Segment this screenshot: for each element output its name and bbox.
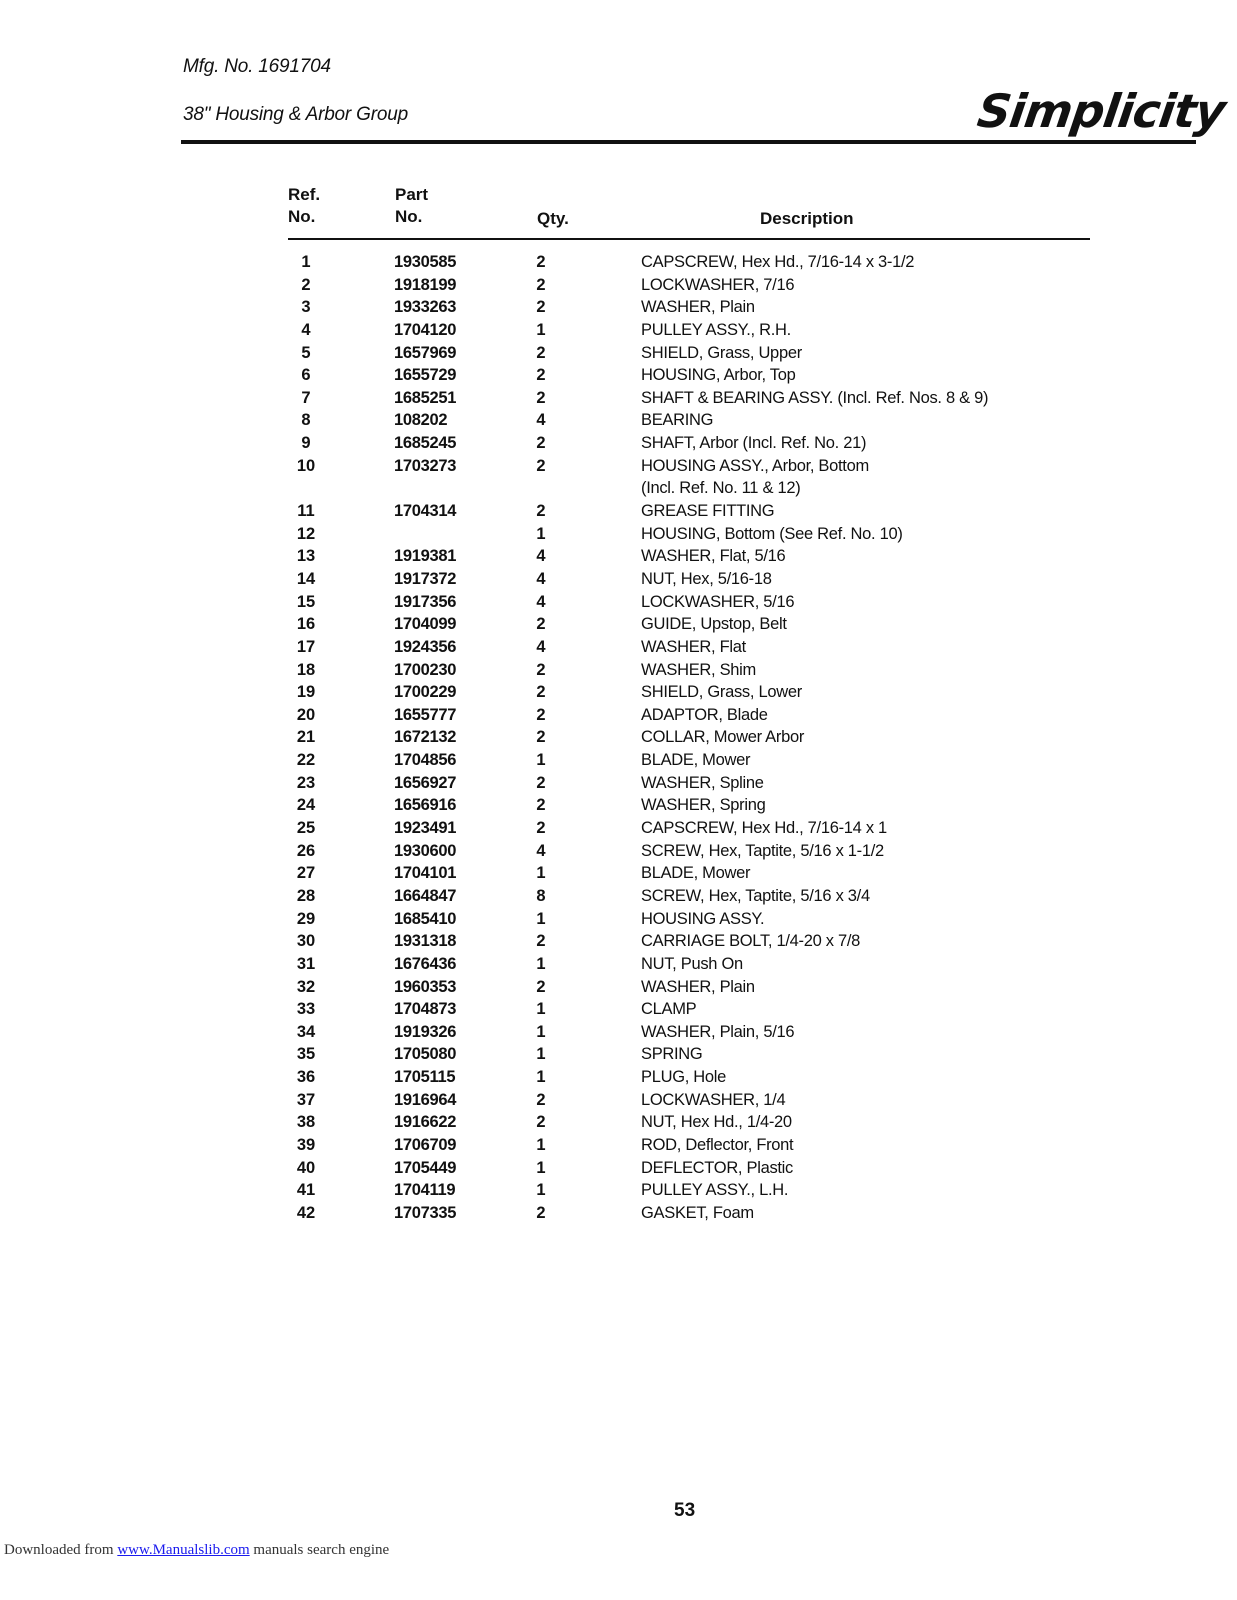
table-row	[0, 1089, 1237, 1112]
description-cell: WASHER, Spring	[641, 796, 766, 815]
qty-cell: 2	[536, 705, 546, 724]
table-row	[0, 432, 1237, 455]
description-header: Description	[760, 209, 854, 228]
part-number-cell: 1704120	[394, 320, 457, 339]
ref-cell: 4	[301, 320, 311, 339]
header-rule	[181, 140, 1196, 144]
description-cell: HOUSING ASSY., Arbor, Bottom (Incl. Ref. No. 11 & 12)	[641, 456, 869, 498]
ref-cell: 36	[296, 1068, 316, 1087]
table-row	[0, 1179, 1237, 1202]
description-cell: GREASE FITTING	[641, 502, 775, 521]
qty-cell: 1	[536, 1045, 546, 1064]
part-number-cell: 1930600	[394, 841, 457, 860]
description-cell: PULLEY ASSY., L.H.	[641, 1181, 789, 1200]
qty-cell: 2	[536, 343, 546, 362]
part-number-cell: 1923491	[394, 819, 457, 838]
part-number-cell: 1705080	[394, 1045, 457, 1064]
description-cell: WASHER, Spline	[641, 773, 764, 792]
table-row	[0, 274, 1237, 297]
part-number-cell: 108202	[394, 411, 448, 430]
ref-cell: 2	[301, 275, 311, 294]
table-row	[0, 862, 1237, 885]
ref-cell: 13	[296, 547, 316, 566]
table-row	[0, 817, 1237, 840]
table-row	[0, 1021, 1237, 1044]
qty-cell: 2	[536, 683, 546, 702]
description-cell: GUIDE, Upstop, Belt	[641, 615, 787, 634]
ref-cell: 35	[296, 1045, 316, 1064]
part-number-cell: 1931318	[394, 932, 457, 951]
part-header-line2: No.	[395, 207, 423, 226]
table-row	[0, 1202, 1237, 1225]
description-cell: DEFLECTOR, Plastic	[641, 1158, 793, 1177]
part-number-cell: 1706709	[394, 1136, 457, 1154]
part-header-line1: Part	[395, 185, 429, 204]
part-number-cell: 1705115	[394, 1068, 456, 1087]
ref-cell: 19	[296, 683, 316, 702]
qty-cell: 2	[536, 1203, 546, 1222]
table-row	[0, 613, 1237, 636]
ref-cell: 7	[301, 388, 311, 407]
qty-cell: 1	[536, 1181, 546, 1200]
description-cell: BEARING	[641, 411, 714, 430]
qty-cell: 2	[536, 366, 546, 385]
ref-cell: 31	[296, 954, 316, 973]
part-number-cell: 1700230	[394, 660, 457, 679]
table-row	[0, 568, 1237, 591]
ref-cell: 11	[297, 502, 315, 521]
description-cell: NUT, Hex Hd., 1/4-20	[641, 1113, 792, 1132]
qty-cell: 2	[536, 253, 546, 271]
ref-cell: 14	[296, 569, 316, 588]
part-number-cell: 1704099	[394, 615, 457, 634]
description-cell: CARRIAGE BOLT, 1/4-20 x 7/8	[641, 932, 861, 951]
description-cell: SHIELD, Grass, Lower	[641, 683, 802, 702]
description-cell: HOUSING, Arbor, Top	[641, 366, 796, 385]
table-row	[0, 545, 1237, 568]
qty-cell: 1	[536, 1000, 546, 1019]
description-cell: PULLEY ASSY., R.H.	[641, 320, 791, 339]
qty-cell: 2	[536, 728, 546, 747]
table-row	[0, 840, 1237, 863]
ref-cell: 3	[301, 298, 311, 317]
ref-cell: 15	[296, 592, 316, 611]
table-row	[0, 998, 1237, 1021]
qty-cell: 1	[536, 751, 546, 770]
qty-cell: 2	[536, 796, 546, 815]
part-number-cell: 1917372	[394, 569, 457, 588]
description-cell: ADAPTOR, Blade	[641, 705, 768, 724]
table-row	[0, 1111, 1237, 1134]
description-cell: NUT, Hex, 5/16-18	[641, 569, 772, 588]
qty-cell: 2	[536, 977, 546, 996]
description-cell: SPRING	[641, 1045, 703, 1064]
ref-cell: 9	[301, 434, 311, 453]
ref-cell: 39	[296, 1136, 316, 1154]
qty-cell: 2	[536, 1090, 546, 1109]
ref-cell: 8	[301, 411, 311, 430]
description-cell: GASKET, Foam	[641, 1203, 754, 1222]
qty-cell: 4	[536, 841, 546, 860]
qty-cell: 4	[536, 547, 546, 566]
part-number-cell: 1657969	[394, 343, 457, 362]
qty-cell: 1	[536, 954, 546, 973]
part-number-cell: 1664847	[394, 886, 457, 905]
qty-cell: 2	[536, 932, 546, 951]
qty-cell: 2	[536, 615, 546, 634]
qty-cell: 2	[536, 819, 546, 838]
description-cell: NUT, Push On	[641, 954, 743, 973]
ref-cell: 22	[296, 751, 316, 770]
table-row	[0, 523, 1237, 546]
ref-cell: 27	[296, 864, 316, 883]
part-number-cell: 1930585	[394, 253, 457, 271]
table-row	[0, 296, 1237, 319]
table-row	[0, 930, 1237, 953]
table-row	[0, 636, 1237, 659]
ref-cell: 28	[296, 886, 316, 905]
description-cell: WASHER, Plain, 5/16	[641, 1022, 795, 1041]
ref-cell: 33	[296, 1000, 316, 1019]
ref-cell: 1	[301, 253, 311, 271]
description-cell: SCREW, Hex, Taptite, 5/16 x 1-1/2	[641, 841, 884, 860]
ref-cell: 29	[296, 909, 316, 928]
table-row	[0, 500, 1237, 523]
part-number-cell: 1704119	[394, 1181, 456, 1200]
qty-cell: 2	[536, 773, 546, 792]
part-number-cell: 1919381	[394, 547, 457, 566]
part-number-cell: 1700229	[394, 683, 457, 702]
ref-header-line1: Ref.	[288, 185, 321, 204]
description-cell: COLLAR, Mower Arbor	[641, 728, 805, 747]
qty-cell: 1	[536, 320, 546, 339]
footer-suffix: manuals search engine	[249, 1542, 390, 1558]
description-cell: SHIELD, Grass, Upper	[641, 343, 802, 362]
part-number-cell: 1933263	[394, 298, 457, 317]
qty-cell: 2	[536, 275, 546, 294]
qty-cell: 1	[536, 1158, 546, 1177]
table-row	[0, 364, 1237, 387]
table-row	[0, 409, 1237, 432]
part-number-cell: 1924356	[394, 637, 457, 656]
footer-prefix: Downloaded from	[4, 1542, 118, 1558]
description-cell: SHAFT & BEARING ASSY. (Incl. Ref. Nos. 8 & 9)	[641, 388, 989, 407]
description-cell: LOCKWASHER, 5/16	[641, 592, 795, 611]
qty-cell: 4	[536, 411, 546, 430]
qty-cell: 1	[536, 524, 546, 543]
part-number-cell: 1656916	[394, 796, 457, 815]
ref-cell: 26	[296, 841, 316, 860]
table-row	[0, 1157, 1237, 1180]
table-row	[0, 659, 1237, 682]
mfg-number: Mfg. No. 1691704	[183, 56, 331, 77]
table-row	[0, 681, 1237, 704]
part-number-cell: 1705449	[394, 1158, 457, 1177]
qty-cell: 2	[536, 502, 546, 521]
part-number-cell: 1960353	[394, 977, 457, 996]
table-row	[0, 251, 1237, 274]
part-number-cell: 1655729	[394, 366, 457, 385]
part-number-cell: 1916622	[394, 1113, 457, 1132]
ref-cell: 6	[301, 366, 311, 385]
part-number-cell: 1656927	[394, 773, 457, 792]
description-cell: BLADE, Mower	[641, 864, 751, 883]
qty-cell: 2	[536, 660, 546, 679]
qty-cell: 2	[536, 1113, 546, 1132]
part-number-cell: 1685251	[394, 388, 457, 407]
table-row	[0, 726, 1237, 749]
qty-cell: 4	[536, 637, 546, 656]
table-row	[0, 885, 1237, 908]
part-header	[395, 184, 428, 228]
part-number-cell: 1685410	[394, 909, 457, 928]
ref-cell: 38	[296, 1113, 316, 1132]
ref-cell: 30	[296, 932, 316, 951]
part-number-cell: 1704873	[394, 1000, 457, 1019]
description-cell: WASHER, Plain	[641, 977, 755, 996]
table-row	[0, 749, 1237, 772]
ref-cell: 18	[296, 660, 316, 679]
ref-cell: 42	[296, 1203, 316, 1222]
description-cell: LOCKWASHER, 1/4	[641, 1090, 786, 1109]
part-number-cell: 1676436	[394, 954, 457, 973]
ref-cell: 34	[296, 1022, 316, 1041]
description-cell: WASHER, Flat	[641, 637, 746, 656]
qty-cell: 8	[536, 886, 546, 905]
table-row	[0, 1043, 1237, 1066]
part-number-cell: 1655777	[394, 705, 457, 724]
qty-cell: 1	[536, 1068, 546, 1087]
table-row	[0, 1134, 1237, 1157]
qty-cell: 2	[536, 388, 546, 407]
qty-cell: 4	[536, 592, 546, 611]
ref-cell: 32	[296, 977, 316, 996]
qty-cell: 2	[536, 456, 546, 475]
description-cell: SHAFT, Arbor (Incl. Ref. No. 21)	[641, 434, 867, 453]
ref-cell: 23	[296, 773, 316, 792]
ref-cell: 20	[296, 705, 316, 724]
qty-cell: 2	[536, 298, 546, 317]
brand-logo: Simplicity	[974, 84, 1229, 138]
description-cell: CLAMP	[641, 1000, 697, 1019]
table-row	[0, 772, 1237, 795]
footer	[4, 1542, 389, 1559]
column-header-rule	[288, 238, 1090, 240]
table-row	[0, 387, 1237, 410]
part-number-cell: 1685245	[394, 434, 457, 453]
ref-cell: 24	[296, 796, 316, 815]
ref-cell: 16	[296, 615, 316, 634]
table-row	[0, 953, 1237, 976]
description-cell: SCREW, Hex, Taptite, 5/16 x 3/4	[641, 886, 870, 905]
table-row	[0, 455, 1237, 500]
description-cell: WASHER, Plain	[641, 298, 755, 317]
manualslib-link[interactable]: www.Manualslib.com	[117, 1542, 250, 1558]
description-cell: CAPSCREW, Hex Hd., 7/16-14 x 3-1/2	[641, 253, 915, 271]
qty-cell: 1	[536, 909, 546, 928]
part-number-cell: 1919326	[394, 1022, 457, 1041]
table-row	[0, 319, 1237, 342]
table-row	[0, 794, 1237, 817]
qty-header: Qty.	[537, 209, 569, 228]
qty-cell: 1	[536, 1022, 546, 1041]
description-cell: CAPSCREW, Hex Hd., 7/16-14 x 1	[641, 819, 887, 838]
table-row	[0, 342, 1237, 365]
qty-cell: 1	[536, 864, 546, 883]
part-number-cell: 1917356	[394, 592, 457, 611]
description-cell: ROD, Deflector, Front	[641, 1136, 794, 1154]
part-number-cell: 1703273	[394, 456, 457, 475]
table-row	[0, 591, 1237, 614]
ref-cell: 21	[296, 728, 316, 747]
part-number-cell: 1916964	[394, 1090, 457, 1109]
description-cell: WASHER, Shim	[641, 660, 756, 679]
ref-header-line2: No.	[288, 207, 316, 226]
part-number-cell: 1704101	[394, 864, 457, 883]
table-row	[0, 704, 1237, 727]
description-cell: BLADE, Mower	[641, 751, 751, 770]
description-cell: HOUSING ASSY.	[641, 909, 765, 928]
ref-header	[288, 184, 320, 228]
part-number-cell: 1918199	[394, 275, 457, 294]
parts-list	[0, 251, 1237, 1225]
ref-cell: 37	[296, 1090, 316, 1109]
ref-cell: 41	[296, 1181, 316, 1200]
description-cell: PLUG, Hole	[641, 1068, 727, 1087]
ref-cell: 25	[296, 819, 316, 838]
qty-cell: 2	[536, 434, 546, 453]
table-row	[0, 1066, 1237, 1089]
group-title: 38" Housing & Arbor Group	[183, 104, 408, 125]
ref-cell: 12	[296, 524, 316, 543]
description-cell: HOUSING, Bottom (See Ref. No. 10)	[641, 524, 903, 543]
part-number-cell: 1704856	[394, 751, 457, 770]
ref-cell: 40	[296, 1158, 316, 1177]
description-cell: LOCKWASHER, 7/16	[641, 275, 795, 294]
table-row	[0, 976, 1237, 999]
part-number-cell: 1707335	[394, 1203, 457, 1222]
ref-cell: 5	[301, 343, 311, 362]
qty-cell: 1	[536, 1136, 546, 1154]
page-number: 53	[674, 1500, 696, 1521]
part-number-cell: 1704314	[394, 502, 457, 521]
qty-cell: 4	[536, 569, 546, 588]
table-row	[0, 908, 1237, 931]
ref-cell: 17	[296, 637, 316, 656]
description-cell: WASHER, Flat, 5/16	[641, 547, 786, 566]
ref-cell: 10	[296, 456, 316, 475]
part-number-cell: 1672132	[394, 728, 457, 747]
